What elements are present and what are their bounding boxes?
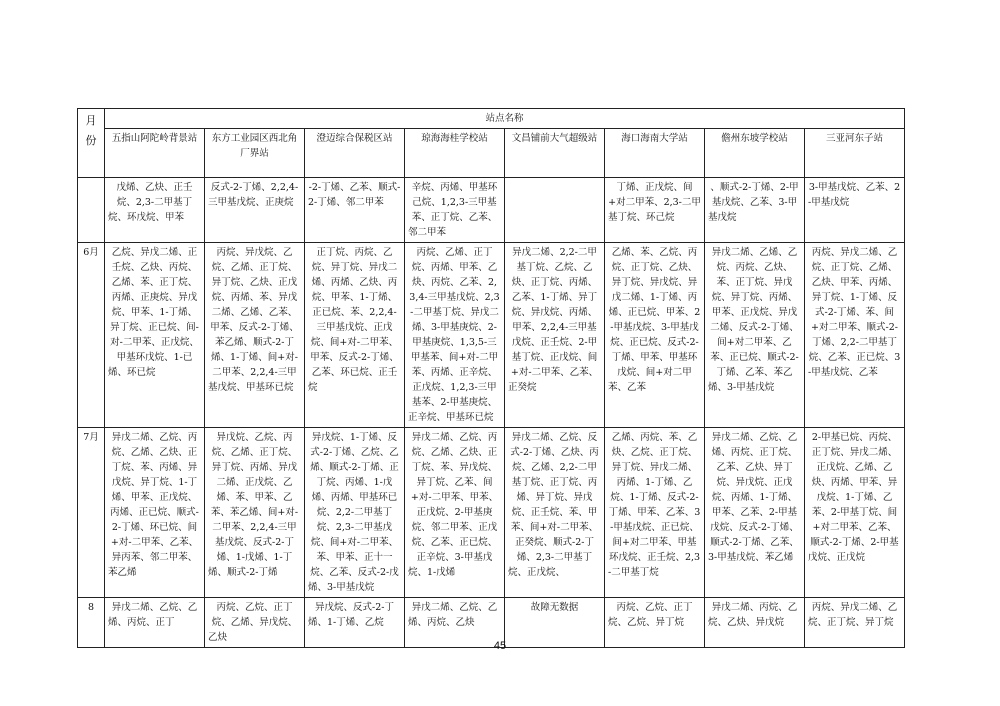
vocs-station-table (77, 108, 905, 648)
header-row-2 (78, 129, 905, 178)
table-cell: 戊烯、乙炔、正壬烷、2,3-二甲基丁烷、环戊烷、甲苯 (105, 178, 205, 243)
table-cell: 丙烷、异戊烷、乙烷、乙烯、正丁烷、异丁烷、乙炔、正戊烷、丙烯、苯、异戊二烯、乙烯、乙苯、甲苯、反式-2-丁烯、苯乙烯、顺式-2-丁烯、1-丁烯、间+对-二甲苯、2,2,4-三甲基戊烷、甲基环已烷 (205, 243, 305, 428)
station-header-chengmai: 澄迈综合保税区站 (305, 129, 405, 178)
station-header-danzhou: 儋州东坡学校站 (705, 129, 805, 178)
table-cell: 异戊二烯、丙烷、乙烷、乙炔、异戊烷 (705, 598, 805, 648)
table-cell: 异戊二烯、乙烷、乙烯、丙烷、正丁烷、乙苯、乙炔、异丁烷、异戊烷、正戊烷、丙烯、1-丁烯、甲苯、乙苯、2-甲基戊烷、反式-2-丁烯、顺式-2-丁烯、乙苯、3-甲基戊烷、苯乙烯 (705, 428, 805, 598)
table-cell: 丁烯、正戊烷、间+对二甲苯、2,3-二甲基丁烷、环己烷 (605, 178, 705, 243)
month-header: 月份 (78, 109, 105, 178)
table-cell: 丙烷、乙烷、正丁烷、乙烷、异丁烷 (605, 598, 705, 648)
table-cell: 异戊二烯、乙烷、乙烯、丙烷、乙炔 (405, 598, 505, 648)
table-row (78, 243, 905, 428)
table-cell: 异戊二烯、乙烯、乙烷、丙烷、乙炔、苯、正丁烷、异戊烷、异丁烷、丙烯、甲苯、正戊烷、异戊二烯、反式-2-丁烯、间+对二甲苯、乙苯、正已烷、顺式-2-丁烯、乙苯、苯乙烯、3-甲基戊烷 (705, 243, 805, 428)
table-cell: 异戊二烯、乙烷、反式-2-丁烯、乙炔、丙烷、乙烯、2,2-二甲基丁烷、正丁烷、丙烯、异丁烷、异戊烷、正壬烷、苯、甲苯、间+对-二甲苯、正癸烷、顺式-2-丁烯、2,3-二甲基丁烷、正戊烷、 (505, 428, 605, 598)
table-cell: 正丁烷、丙烷、乙烷、异丁烷、异戊二烯、丙烯、乙炔、丙烷、甲苯、1-丁烯、正已烷、苯、2,2,4-三甲基戊烷、正戊烷、间+对-二甲苯、甲苯、反式-2-丁烯、乙苯、环已烷、正壬烷 (305, 243, 405, 428)
table-cell: 乙烯、丙烷、苯、乙炔、乙烷、正丁烷、异丁烷、异戊二烯、丙烯、1-丁烯、乙烷、1-丁烯、反式-2-丁烯、甲苯、乙苯、3-甲基戊烷、正已烷、间+对二甲苯、甲基环戊烷、正壬烷、2,3-二甲基丁烷 (605, 428, 705, 598)
station-header-haikou: 海口海南大学站 (605, 129, 705, 178)
table-cell (505, 178, 605, 243)
table-cell: 异戊烷、反式-2-丁烯、1-丁烯、乙烷 (305, 598, 405, 648)
table-cell-fault: 故障无数据 (505, 598, 605, 648)
table-cell: 异戊烷、1-丁烯、反式-2-丁烯、乙烷、乙烯、顺式-2-丁烯、正丁烷、丙烯、1-戊烯、丙烯、甲基环已烷、2,2-二甲基丁烷、2,3-二甲基戊烷、间+对-二甲苯、苯、甲苯、正十一烷、乙苯、反式-2-戊烯、3-甲基戊烷 (305, 428, 405, 598)
table-cell: 异戊二烯、乙烷、丙烷、乙烯、乙炔、正丁烷、苯、丙烯、异戊烷、异丁烷、1-丁烯、甲苯、正戊烷、丙烯、正已烷、顺式-2-丁烯、环已烷、间+对-二甲苯、乙苯、异丙苯、邻二甲苯、苯乙烯 (105, 428, 205, 598)
station-name-header: 站点名称 (105, 109, 905, 129)
table-cell: 丙烷、异戊二烯、乙烷、正丁烷、乙烯、乙炔、甲苯、丙烯、异丁烷、1-丁烯、反式-2-丁烯、苯、间+对二甲苯、顺式-2-丁烯、2,2-二甲基丁烷、乙苯、正已烷、3-甲基戊烷、乙苯 (805, 243, 905, 428)
table-row (78, 178, 905, 243)
table-cell: 异戊二烯、2,2-二甲基丁烷、乙烷、乙炔、正丁烷、丙烯、乙苯、1-丁烯、异丁烷、异戊烷、丙烯、甲苯、2,2,4-三甲基戊烷、正壬烷、2-甲基丁烷、正戊烷、间+对-二甲苯、乙苯、正癸烷 (505, 243, 605, 428)
table-cell: 乙烷、异戊二烯、正壬烷、乙炔、丙烷、乙烯、苯、正丁烷、丙烯、正庚烷、异戊烷、甲苯、1-丁烯、异丁烷、正已烷、间-对-二甲苯、正戊烷、甲基环戊烷、1-已烯、环已烷 (105, 243, 205, 428)
station-header-sanya: 三亚河东子站 (805, 129, 905, 178)
station-header-dongfang: 东方工业园区西北角厂界站 (205, 129, 305, 178)
month-cell: 6月 (78, 243, 105, 428)
table-cell: 异戊烷、乙烷、丙烷、乙烯、正丁烷、异丁烷、丙烯、异戊二烯、正戊烷、乙烯、苯、甲苯、乙苯、苯乙烯、间+对-二甲苯、2,2,4-三甲基戊烷、反式-2-丁烯、1-戊烯、1-丁烯、顺式-2-丁烯 (205, 428, 305, 598)
table-row (78, 428, 905, 598)
page-number: 45 (493, 640, 507, 652)
month-cell (78, 178, 105, 243)
table-cell: 2-甲基已烷、丙烷、正丁烷、异戊二烯、正戊烷、乙烯、乙炔、丙烯、甲苯、异戊烷、1-丁烯、乙苯、2-甲基丁烷、间+对二甲苯、乙苯、顺式-2-丁烯、2-甲基戊烷、正戊烷 (805, 428, 905, 598)
table-cell: 丙烷、异戊二烯、乙烷、正丁烷、异丁烷 (805, 598, 905, 648)
table-cell: 异戊二烯、乙烷、丙烷、乙烯、乙炔、正丁烷、苯、异戊烷、异丁烷、乙苯、间+对-二甲苯、甲苯、正戊烷、2-甲基庚烷、邻二甲苯、正戊烷、乙苯、正已烷、正辛烷、3-甲基戊烷、1-戊烯 (405, 428, 505, 598)
table-cell: 乙烯、苯、乙烷、丙烷、正丁烷、乙炔、异丁烷、异戊烷、异戊二烯、1-丁烯、丙烯、正已烷、甲苯、2-甲基戊烷、3-甲基戊烷、正已烷、反式-2-丁烯、甲苯、甲基环戊烷、间+对二甲苯、乙苯 (605, 243, 705, 428)
month-cell: 8 (78, 598, 105, 648)
table-cell: 3-甲基戊烷、乙苯、2-甲基戊烷 (805, 178, 905, 243)
month-cell: 7月 (78, 428, 105, 598)
table-cell: 异戊二烯、乙烷、乙烯、丙烷、正丁 (105, 598, 205, 648)
station-header-wenchang: 文昌铺前大气超级站 (505, 129, 605, 178)
table-cell: 丙烷、乙烯、正丁烷、丙烯、甲苯、乙炔、丙烷、乙苯、2,3,4-三甲基戊烷、2,3-二甲基丁烷、异戊二烯、3-甲基庚烷、2-甲基庚烷、1,3,5-三甲基苯、间+对-二甲苯、丙烯、正辛烷、正戊烷、1,2,3-三甲基苯、2-甲基庚烷、正辛烷、甲基环已烷 (405, 243, 505, 428)
station-header-qionghai: 琼海海桂学校站 (405, 129, 505, 178)
table-cell: 反式-2-丁烯、2,2,4-三甲基戊烷、正庚烷 (205, 178, 305, 243)
table-cell: -2-丁烯、乙苯、顺式-2-丁烯、邻二甲苯 (305, 178, 405, 243)
table-cell: 丙烷、乙烷、正丁烷、乙烯、异戊烷、乙炔 (205, 598, 305, 648)
table-cell: 、顺式-2-丁烯、2-甲基戊烷、乙苯、3-甲基戊烷 (705, 178, 805, 243)
station-header-wuzhishan: 五指山阿陀岭背景站 (105, 129, 205, 178)
header-row-1 (78, 109, 905, 129)
table-cell: 辛烷、丙烯、甲基环己烷、1,2,3-三甲基苯、正丁烷、乙苯、邻二甲苯 (405, 178, 505, 243)
